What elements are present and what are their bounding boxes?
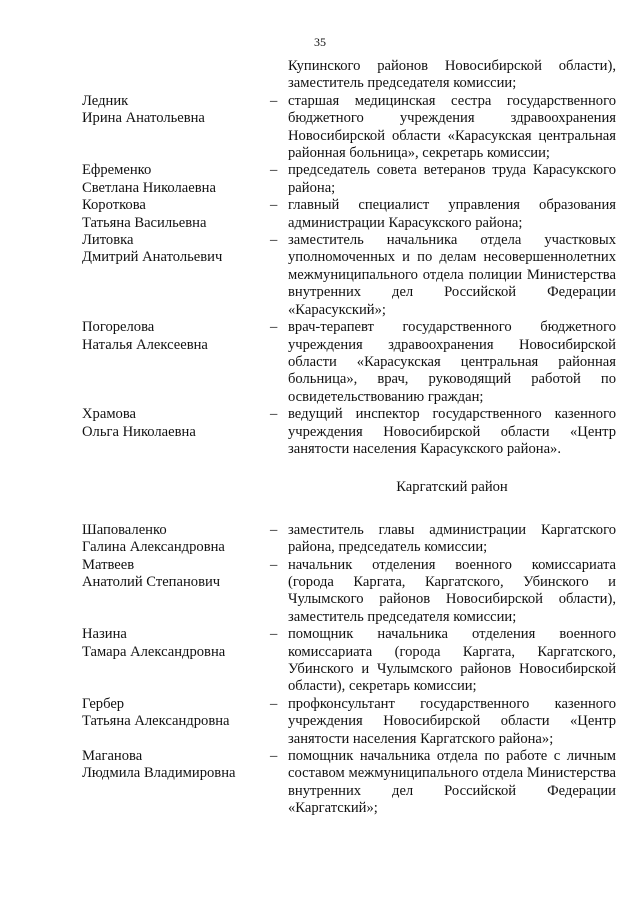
- dash: –: [270, 695, 278, 712]
- dash: –: [270, 748, 278, 765]
- continuation-text: Купинского районов Новосибирской области), заместитель председателя комиссии;: [288, 58, 616, 92]
- member-name: Маганова Людмила Владимировна: [82, 748, 236, 782]
- dash: –: [270, 92, 278, 109]
- member-name: Назина Тамара Александровна: [82, 626, 226, 660]
- member-entry: [82, 748, 616, 818]
- dash: –: [270, 319, 278, 336]
- member-name: Гербер Татьяна Александровна: [82, 695, 230, 730]
- member-entry: [82, 696, 616, 748]
- member-role: заместитель начальника отдела участковых уполномоченных и по делам несовершеннолетних межмуниципального отдела полиции Министерства внутренних дел Российской Федерации «Карасукский»;: [288, 232, 616, 318]
- member-role: врач-терапевт государственного бюджетного учреждения здравоохранения Новосибирской области «Карасукская центральная районная больница», врач, руководящий работой по освидетельствованию граждан;: [288, 319, 616, 405]
- member-role: помощник начальника отделения военного комиссариата (города Каргата, Каргатского, Убинского и Чулымского районов Новосибирской области), секретарь комиссии;: [288, 626, 616, 695]
- member-entry: [82, 406, 616, 458]
- member-name: Ефременко Светлана Николаевна: [82, 162, 216, 196]
- member-entry: [82, 319, 616, 406]
- member-role: помощник начальника отдела по работе с личным составом межмуниципального отдела Министерства внутренних дел Российской Федерации «Каргатский»;: [288, 748, 616, 817]
- dash: –: [270, 406, 278, 423]
- member-entry: [82, 557, 616, 627]
- member-role: председатель совета ветеранов труда Карасукского района;: [288, 162, 616, 196]
- member-entry: [82, 162, 616, 197]
- member-role: старшая медицинская сестра государственного бюджетного учреждения здравоохранения Новосибирской области «Карасукская центральная районная больница», секретарь комиссии;: [288, 92, 616, 162]
- dash: –: [270, 626, 278, 643]
- member-name: Короткова Татьяна Васильевна: [82, 197, 207, 231]
- dash: –: [270, 521, 278, 538]
- member-name: Храмова Ольга Николаевна: [82, 406, 196, 440]
- member-name: Ледник Ирина Анатольевна: [82, 92, 205, 127]
- member-entry: [82, 93, 616, 163]
- dash: –: [270, 197, 278, 214]
- member-name: Матвеев Анатолий Степанович: [82, 556, 221, 590]
- document-body: [82, 58, 616, 818]
- member-role: профконсультант государственного казенного учреждения Новосибирской области «Центр занятости населения Каргатского района»;: [288, 695, 616, 747]
- dash: –: [270, 556, 278, 573]
- dash: –: [270, 162, 278, 179]
- section-2-list: [82, 522, 616, 818]
- member-entry: [82, 626, 616, 696]
- member-entry: [82, 232, 616, 319]
- member-role: ведущий инспектор государственного казенного учреждения Новосибирской области «Центр занятости населения Карасукского района».: [288, 406, 616, 457]
- member-entry: [82, 197, 616, 232]
- member-name: Шаповаленко Галина Александровна: [82, 521, 225, 556]
- page-number: 35: [314, 35, 326, 49]
- section-heading: Каргатский район: [396, 479, 508, 496]
- member-role: начальник отделения военного комиссариата (города Каргата, Каргатского, Убинского и Чулымского районов Новосибирской области), заместитель председателя комиссии;: [288, 556, 616, 625]
- section-1-list: [82, 93, 616, 459]
- dash: –: [270, 232, 278, 249]
- member-entry: [82, 522, 616, 557]
- member-role: заместитель главы администрации Каргатского района, председатель комиссии;: [288, 521, 616, 556]
- member-name: Погорелова Наталья Алексеевна: [82, 319, 208, 353]
- member-name: Литовка Дмитрий Анатольевич: [82, 232, 223, 266]
- member-role: главный специалист управления образования администрации Карасукского района;: [288, 197, 616, 231]
